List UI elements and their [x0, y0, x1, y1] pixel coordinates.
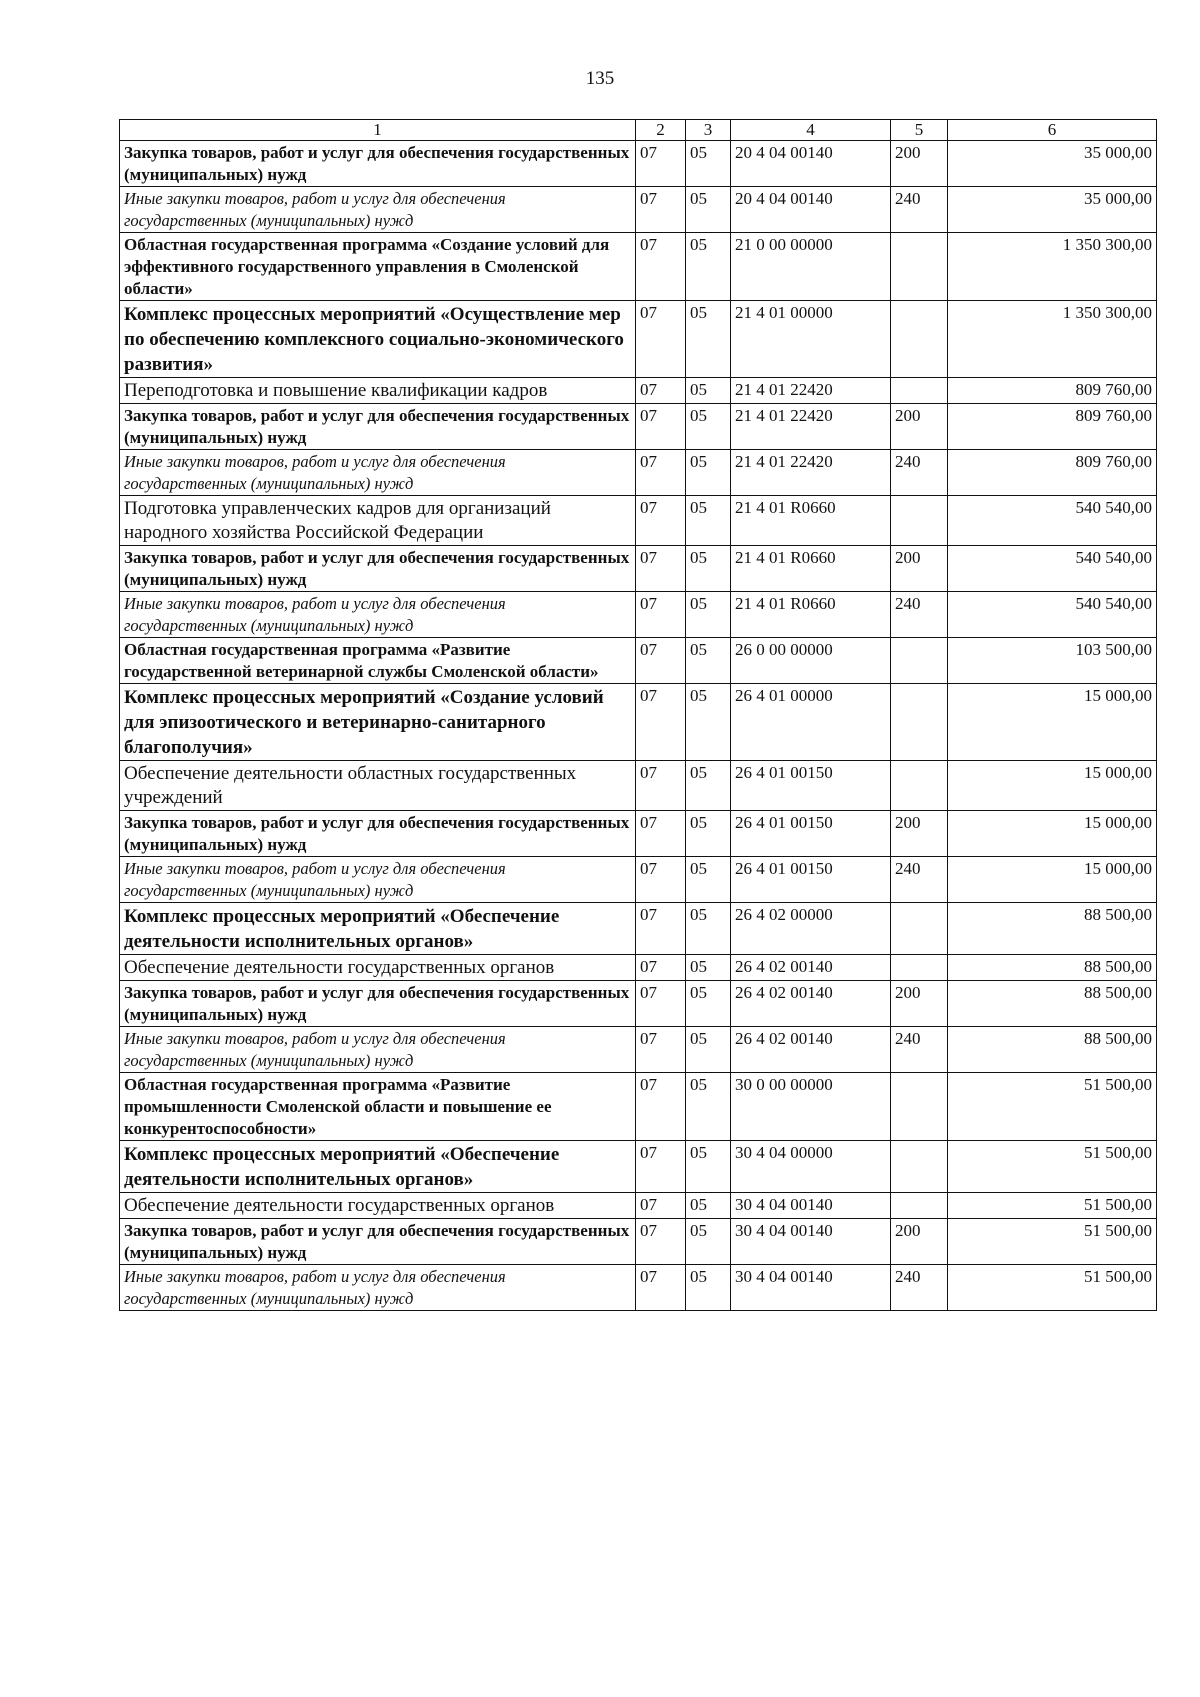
- row-target-article: 26 4 02 00000: [731, 903, 891, 955]
- row-amount: 51 500,00: [948, 1141, 1157, 1193]
- table-row: [120, 1141, 1157, 1193]
- row-name: Областная государственная программа «Развитие промышленности Смоленской области и повышение ее конкурентоспособности»: [120, 1073, 636, 1141]
- row-section: 07: [636, 1073, 686, 1141]
- row-section: 07: [636, 811, 686, 857]
- row-expense-type: [891, 638, 948, 684]
- row-subsection: 05: [686, 1027, 731, 1073]
- row-subsection: 05: [686, 233, 731, 301]
- row-name: Областная государственная программа «Создание условий для эффективного государственного управления в Смоленской области»: [120, 233, 636, 301]
- row-target-article: 26 4 01 00150: [731, 811, 891, 857]
- row-amount: 809 760,00: [948, 450, 1157, 496]
- row-expense-type: 200: [891, 981, 948, 1027]
- row-section: 07: [636, 404, 686, 450]
- row-section: 07: [636, 857, 686, 903]
- table-row: [120, 638, 1157, 684]
- row-section: 07: [636, 1193, 686, 1219]
- header-col-4: 4: [731, 120, 891, 141]
- row-expense-type: [891, 761, 948, 811]
- row-amount: 540 540,00: [948, 496, 1157, 546]
- row-subsection: 05: [686, 684, 731, 761]
- row-name: Обеспечение деятельности областных государственных учреждений: [120, 761, 636, 811]
- row-subsection: 05: [686, 638, 731, 684]
- row-name: Иные закупки товаров, работ и услуг для обеспечения государственных (муниципальных) нужд: [120, 857, 636, 903]
- table-row: [120, 378, 1157, 404]
- row-subsection: 05: [686, 187, 731, 233]
- table-row: [120, 233, 1157, 301]
- row-expense-type: [891, 1141, 948, 1193]
- row-expense-type: 200: [891, 1219, 948, 1265]
- row-expense-type: 200: [891, 811, 948, 857]
- row-section: 07: [636, 761, 686, 811]
- row-section: 07: [636, 1219, 686, 1265]
- table-row: [120, 1073, 1157, 1141]
- row-section: 07: [636, 301, 686, 378]
- table-row: [120, 903, 1157, 955]
- row-amount: 15 000,00: [948, 811, 1157, 857]
- budget-table: [119, 119, 1157, 1311]
- row-name: Закупка товаров, работ и услуг для обеспечения государственных (муниципальных) нужд: [120, 811, 636, 857]
- row-subsection: 05: [686, 955, 731, 981]
- table-row: [120, 187, 1157, 233]
- row-target-article: 30 0 00 00000: [731, 1073, 891, 1141]
- row-section: 07: [636, 638, 686, 684]
- row-expense-type: [891, 684, 948, 761]
- row-section: 07: [636, 546, 686, 592]
- row-name: Обеспечение деятельности государственных органов: [120, 1193, 636, 1219]
- row-amount: 1 350 300,00: [948, 233, 1157, 301]
- row-subsection: 05: [686, 450, 731, 496]
- table-row: [120, 496, 1157, 546]
- row-target-article: 26 0 00 00000: [731, 638, 891, 684]
- row-section: 07: [636, 903, 686, 955]
- row-target-article: 30 4 04 00140: [731, 1193, 891, 1219]
- table-row: [120, 1027, 1157, 1073]
- table-body: [120, 141, 1157, 1311]
- row-target-article: 30 4 04 00000: [731, 1141, 891, 1193]
- header-col-1: 1: [120, 120, 636, 141]
- row-name: Иные закупки товаров, работ и услуг для обеспечения государственных (муниципальных) нужд: [120, 450, 636, 496]
- row-expense-type: [891, 1073, 948, 1141]
- table-row: [120, 1193, 1157, 1219]
- row-amount: 51 500,00: [948, 1219, 1157, 1265]
- row-expense-type: [891, 301, 948, 378]
- row-target-article: 30 4 04 00140: [731, 1219, 891, 1265]
- table-row: [120, 141, 1157, 187]
- row-amount: 540 540,00: [948, 592, 1157, 638]
- row-amount: 15 000,00: [948, 857, 1157, 903]
- row-expense-type: 240: [891, 1265, 948, 1311]
- row-subsection: 05: [686, 141, 731, 187]
- table-row: [120, 811, 1157, 857]
- row-section: 07: [636, 955, 686, 981]
- row-target-article: 26 4 02 00140: [731, 981, 891, 1027]
- row-name: Комплекс процессных мероприятий «Обеспечение деятельности исполнительных органов»: [120, 903, 636, 955]
- row-subsection: 05: [686, 857, 731, 903]
- row-name: Комплекс процессных мероприятий «Создание условий для эпизоотического и ветеринарно-санитарного благополучия»: [120, 684, 636, 761]
- row-section: 07: [636, 1265, 686, 1311]
- row-amount: 809 760,00: [948, 404, 1157, 450]
- row-subsection: 05: [686, 378, 731, 404]
- row-subsection: 05: [686, 592, 731, 638]
- row-target-article: 21 4 01 22420: [731, 378, 891, 404]
- row-subsection: 05: [686, 546, 731, 592]
- header-row: [120, 120, 1157, 141]
- row-target-article: 21 4 01 00000: [731, 301, 891, 378]
- row-subsection: 05: [686, 903, 731, 955]
- row-target-article: 21 0 00 00000: [731, 233, 891, 301]
- row-target-article: 20 4 04 00140: [731, 187, 891, 233]
- row-target-article: 21 4 01 R0660: [731, 592, 891, 638]
- row-name: Закупка товаров, работ и услуг для обеспечения государственных (муниципальных) нужд: [120, 141, 636, 187]
- row-amount: 809 760,00: [948, 378, 1157, 404]
- row-target-article: 21 4 01 R0660: [731, 496, 891, 546]
- row-section: 07: [636, 1027, 686, 1073]
- header-col-5: 5: [891, 120, 948, 141]
- row-target-article: 20 4 04 00140: [731, 141, 891, 187]
- row-name: Иные закупки товаров, работ и услуг для обеспечения государственных (муниципальных) нужд: [120, 592, 636, 638]
- row-section: 07: [636, 496, 686, 546]
- table-row: [120, 955, 1157, 981]
- row-expense-type: 200: [891, 546, 948, 592]
- row-section: 07: [636, 592, 686, 638]
- row-target-article: 26 4 02 00140: [731, 955, 891, 981]
- table-row: [120, 301, 1157, 378]
- row-name: Комплекс процессных мероприятий «Осуществление мер по обеспечению комплексного социально-экономического развития»: [120, 301, 636, 378]
- table-row: [120, 546, 1157, 592]
- row-section: 07: [636, 187, 686, 233]
- row-subsection: 05: [686, 1193, 731, 1219]
- row-section: 07: [636, 1141, 686, 1193]
- row-target-article: 21 4 01 R0660: [731, 546, 891, 592]
- row-subsection: 05: [686, 811, 731, 857]
- row-subsection: 05: [686, 1219, 731, 1265]
- row-expense-type: 200: [891, 141, 948, 187]
- row-section: 07: [636, 684, 686, 761]
- table-row: [120, 981, 1157, 1027]
- row-target-article: 21 4 01 22420: [731, 404, 891, 450]
- row-amount: 88 500,00: [948, 955, 1157, 981]
- row-expense-type: [891, 903, 948, 955]
- row-name: Областная государственная программа «Развитие государственной ветеринарной службы Смоленской области»: [120, 638, 636, 684]
- row-subsection: 05: [686, 1073, 731, 1141]
- row-expense-type: [891, 378, 948, 404]
- row-name: Обеспечение деятельности государственных органов: [120, 955, 636, 981]
- row-name: Закупка товаров, работ и услуг для обеспечения государственных (муниципальных) нужд: [120, 404, 636, 450]
- row-subsection: 05: [686, 301, 731, 378]
- row-section: 07: [636, 233, 686, 301]
- row-subsection: 05: [686, 761, 731, 811]
- row-expense-type: [891, 955, 948, 981]
- row-amount: 1 350 300,00: [948, 301, 1157, 378]
- row-amount: 51 500,00: [948, 1265, 1157, 1311]
- table-row: [120, 1265, 1157, 1311]
- row-expense-type: [891, 233, 948, 301]
- row-name: Закупка товаров, работ и услуг для обеспечения государственных (муниципальных) нужд: [120, 546, 636, 592]
- row-section: 07: [636, 141, 686, 187]
- row-subsection: 05: [686, 981, 731, 1027]
- row-section: 07: [636, 450, 686, 496]
- page-number: 135: [585, 68, 615, 89]
- row-subsection: 05: [686, 404, 731, 450]
- row-target-article: 26 4 01 00150: [731, 857, 891, 903]
- row-name: Подготовка управленческих кадров для организаций народного хозяйства Российской Федерации: [120, 496, 636, 546]
- row-target-article: 21 4 01 22420: [731, 450, 891, 496]
- row-amount: 51 500,00: [948, 1073, 1157, 1141]
- row-target-article: 30 4 04 00140: [731, 1265, 891, 1311]
- row-name: Иные закупки товаров, работ и услуг для обеспечения государственных (муниципальных) нужд: [120, 187, 636, 233]
- row-amount: 88 500,00: [948, 1027, 1157, 1073]
- header-col-6: 6: [948, 120, 1157, 141]
- header-col-3: 3: [686, 120, 731, 141]
- row-subsection: 05: [686, 1265, 731, 1311]
- table-row: [120, 684, 1157, 761]
- header-col-2: 2: [636, 120, 686, 141]
- row-target-article: 26 4 01 00150: [731, 761, 891, 811]
- row-name: Закупка товаров, работ и услуг для обеспечения государственных (муниципальных) нужд: [120, 1219, 636, 1265]
- row-amount: 540 540,00: [948, 546, 1157, 592]
- row-subsection: 05: [686, 496, 731, 546]
- row-name: Закупка товаров, работ и услуг для обеспечения государственных (муниципальных) нужд: [120, 981, 636, 1027]
- row-expense-type: 240: [891, 1027, 948, 1073]
- row-target-article: 26 4 02 00140: [731, 1027, 891, 1073]
- row-name: Иные закупки товаров, работ и услуг для обеспечения государственных (муниципальных) нужд: [120, 1027, 636, 1073]
- row-amount: 103 500,00: [948, 638, 1157, 684]
- row-expense-type: 240: [891, 857, 948, 903]
- row-amount: 51 500,00: [948, 1193, 1157, 1219]
- row-expense-type: 240: [891, 450, 948, 496]
- row-target-article: 26 4 01 00000: [731, 684, 891, 761]
- table-row: [120, 404, 1157, 450]
- row-expense-type: [891, 1193, 948, 1219]
- row-subsection: 05: [686, 1141, 731, 1193]
- row-amount: 35 000,00: [948, 141, 1157, 187]
- row-amount: 88 500,00: [948, 981, 1157, 1027]
- table-row: [120, 857, 1157, 903]
- row-expense-type: 240: [891, 187, 948, 233]
- table-row: [120, 1219, 1157, 1265]
- row-section: 07: [636, 981, 686, 1027]
- row-name: Иные закупки товаров, работ и услуг для обеспечения государственных (муниципальных) нужд: [120, 1265, 636, 1311]
- row-name: Переподготовка и повышение квалификации кадров: [120, 378, 636, 404]
- row-expense-type: 240: [891, 592, 948, 638]
- row-section: 07: [636, 378, 686, 404]
- table-row: [120, 450, 1157, 496]
- row-amount: 35 000,00: [948, 187, 1157, 233]
- row-amount: 15 000,00: [948, 684, 1157, 761]
- row-amount: 15 000,00: [948, 761, 1157, 811]
- row-expense-type: 200: [891, 404, 948, 450]
- table-row: [120, 761, 1157, 811]
- table-row: [120, 592, 1157, 638]
- row-name: Комплекс процессных мероприятий «Обеспечение деятельности исполнительных органов»: [120, 1141, 636, 1193]
- row-amount: 88 500,00: [948, 903, 1157, 955]
- row-expense-type: [891, 496, 948, 546]
